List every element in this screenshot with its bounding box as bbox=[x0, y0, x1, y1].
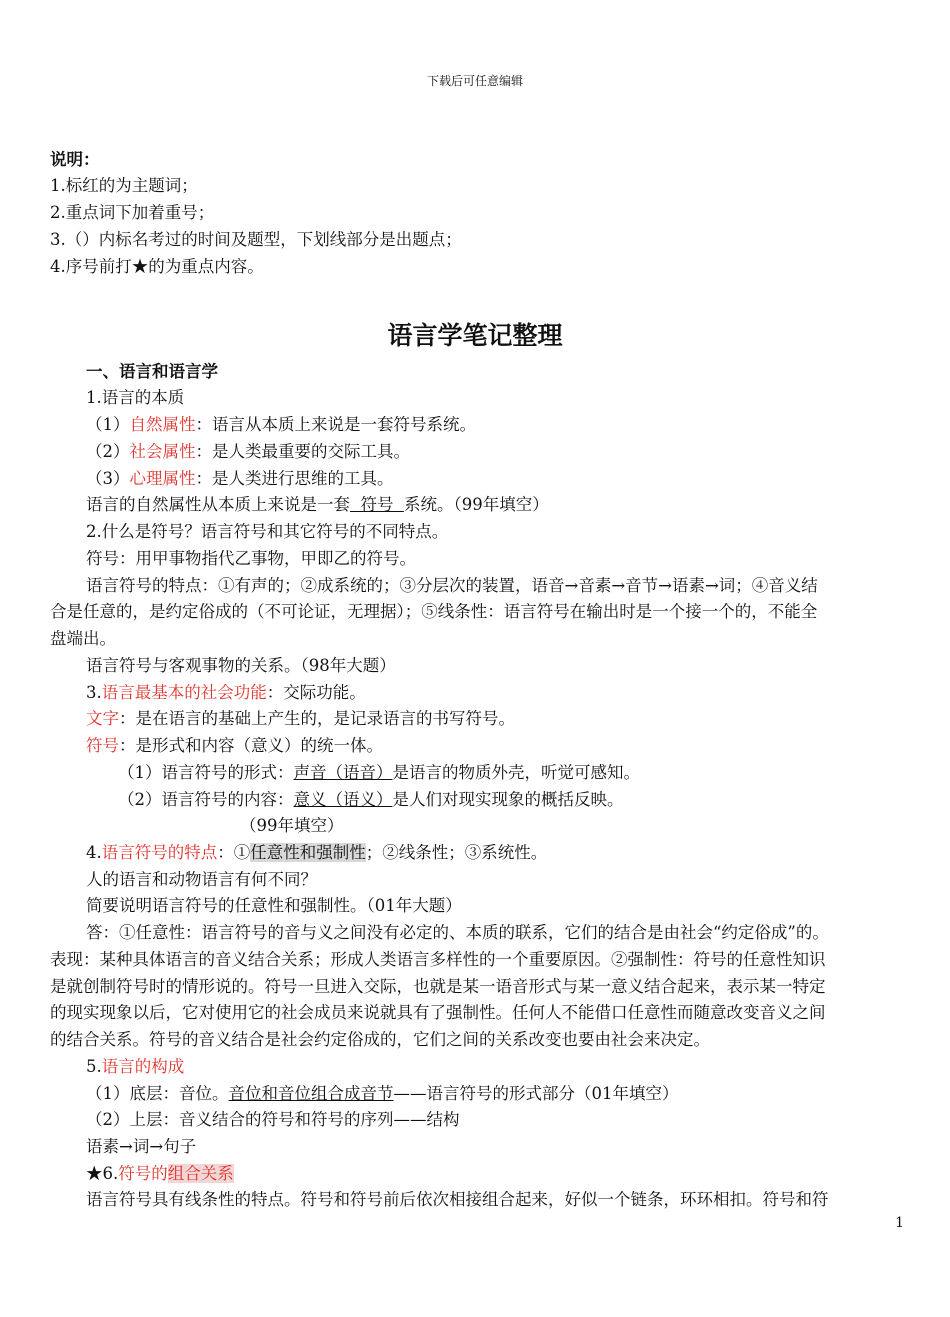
topic-term: 自然属性 bbox=[129, 415, 196, 434]
text-line bbox=[118, 789, 624, 811]
text-line bbox=[86, 1083, 679, 1105]
topic-term: 心理属性 bbox=[129, 469, 196, 488]
topic-term: 符号的 bbox=[118, 1164, 168, 1183]
line-text: （1）底层：音位。 bbox=[86, 1084, 229, 1103]
text-line bbox=[86, 842, 547, 864]
line-text: 系统。（99年填空） bbox=[403, 495, 549, 514]
line-text: 是语言的物质外壳，听觉可感知。 bbox=[392, 763, 640, 782]
line-text: ：是形式和内容（意义）的统一体。 bbox=[119, 736, 383, 755]
document-title: 语言学笔记整理 bbox=[387, 321, 563, 350]
line-text: ：交际功能。 bbox=[266, 683, 366, 702]
text-line: （2）上层：音义结合的符号和符号的序列——结构 bbox=[86, 1110, 460, 1129]
highlighted-term: 组合关系 bbox=[167, 1164, 234, 1183]
text-line: 是就创制符号时的情形说的。符号一旦进入交际，也就是某一语音形式与某一意义结合起来，表示某一特定 bbox=[50, 977, 826, 996]
text-line: 人的语言和动物语言有何不同？ bbox=[86, 870, 317, 889]
text-line bbox=[86, 414, 476, 436]
exam-point: 音位和音位组合成音节 bbox=[228, 1084, 394, 1103]
topic-term: 文字 bbox=[86, 709, 119, 728]
note-item: 1.标红的为主题词； bbox=[50, 176, 198, 195]
text-line bbox=[86, 708, 515, 730]
topic-term: 语言的构成 bbox=[101, 1057, 185, 1076]
star-marker: ★6. bbox=[86, 1164, 119, 1183]
line-text: ：是在语言的基础上产生的，是记录语言的书写符号。 bbox=[119, 709, 515, 728]
line-text: 是人们对现实现象的概括反映。 bbox=[392, 790, 624, 809]
text-line: 符号：用甲事物指代乙事物，甲即乙的符号。 bbox=[86, 549, 416, 568]
exam-point: 符号 bbox=[350, 495, 404, 514]
line-prefix: （1） bbox=[86, 415, 130, 434]
text-line: 语言符号与客观事物的关系。（98年大题） bbox=[86, 656, 396, 675]
text-line: 语素→词→句子 bbox=[86, 1137, 197, 1156]
line-text: ：是人类最重要的交际工具。 bbox=[195, 442, 410, 461]
text-line bbox=[118, 762, 640, 784]
text-line bbox=[86, 735, 383, 757]
topic-term: 符号 bbox=[86, 736, 119, 755]
topic-term: 语言最基本的社会功能 bbox=[101, 683, 267, 702]
line-text: ——语言符号的形式部分（01年填空） bbox=[393, 1084, 679, 1103]
text-line: （99年填空） bbox=[240, 816, 344, 835]
text-line: 2.什么是符号？语言符号和其它符号的不同特点。 bbox=[86, 522, 449, 541]
highlighted-term: 任意性和强制性 bbox=[250, 843, 366, 862]
page-header: 下载后可任意编辑 bbox=[426, 74, 523, 88]
text-line: 盘端出。 bbox=[50, 629, 116, 648]
note-item: 3.（）内标名考过的时间及题型，下划线部分是出题点； bbox=[50, 230, 462, 249]
line-text: （1）语言符号的形式： bbox=[118, 763, 294, 782]
page-number: 1 bbox=[895, 1215, 904, 1231]
text-line bbox=[86, 441, 410, 463]
line-text: ：① bbox=[217, 843, 251, 862]
text-line: 的现实现象以后，它对使用它的社会成员来说就具有了强制性。任何人不能借口任意性而随意改变音义之间 bbox=[50, 1003, 826, 1022]
section-heading: 一、语言和语言学 bbox=[86, 362, 218, 381]
text-line bbox=[86, 682, 366, 704]
line-prefix: （3） bbox=[86, 469, 130, 488]
note-item: 4.序号前打★的为重点内容。 bbox=[50, 257, 264, 276]
topic-term: 社会属性 bbox=[129, 442, 196, 461]
text-line: 语言符号的特点：①有声的；②成系统的；③分层次的装置，语音→音素→音节→语素→词；④音义结 bbox=[86, 576, 818, 595]
line-prefix: 3. bbox=[86, 683, 102, 702]
text-line: 答：①任意性：语言符号的音与义之间没有必定的、本质的联系，它们的结合是由社会“约定俗成”的。 bbox=[86, 923, 829, 942]
text-line: 1.语言的本质 bbox=[86, 388, 185, 407]
topic-term: 语言符号的特点 bbox=[101, 843, 218, 862]
line-text: ：是人类进行思维的工具。 bbox=[195, 469, 394, 488]
line-text: 语言的自然属性从本质上来说是一套 bbox=[86, 495, 350, 514]
text-line: 合是任意的，是约定俗成的（不可论证，无理据）；⑤线条性：语言符号在输出时是一个接一个的，不能全 bbox=[50, 602, 818, 621]
line-prefix: 4. bbox=[86, 843, 102, 862]
line-prefix: 5. bbox=[86, 1057, 102, 1076]
text-line bbox=[86, 1056, 184, 1078]
text-line bbox=[86, 494, 549, 516]
line-text: （2）语言符号的内容： bbox=[118, 790, 294, 809]
line-text: ：语言从本质上来说是一套符号系统。 bbox=[195, 415, 476, 434]
text-line: 语言符号具有线条性的特点。符号和符号前后依次相接组合起来，好似一个链条，环环相扣。符号和符 bbox=[86, 1190, 829, 1209]
line-text: ；②线条性；③系统性。 bbox=[365, 843, 548, 862]
exam-point: 意义（语义） bbox=[293, 790, 393, 809]
text-line: 简要说明语言符号的任意性和强制性。（01年大题） bbox=[86, 896, 462, 915]
text-line bbox=[86, 1163, 234, 1185]
text-line bbox=[86, 468, 394, 490]
line-prefix: （2） bbox=[86, 442, 130, 461]
exam-point: 声音（语音） bbox=[293, 763, 393, 782]
notes-heading: 说明： bbox=[50, 150, 100, 169]
note-item: 2.重点词下加着重号； bbox=[50, 203, 215, 222]
text-line: 表现：某种具体语言的音义结合关系；形成人类语言多样性的一个重要原因。②强制性：符号的任意性知识 bbox=[50, 950, 826, 969]
text-line: 的结合关系。符号的音义结合是社会约定俗成的，它们之间的关系改变也要由社会来决定。 bbox=[50, 1030, 710, 1049]
